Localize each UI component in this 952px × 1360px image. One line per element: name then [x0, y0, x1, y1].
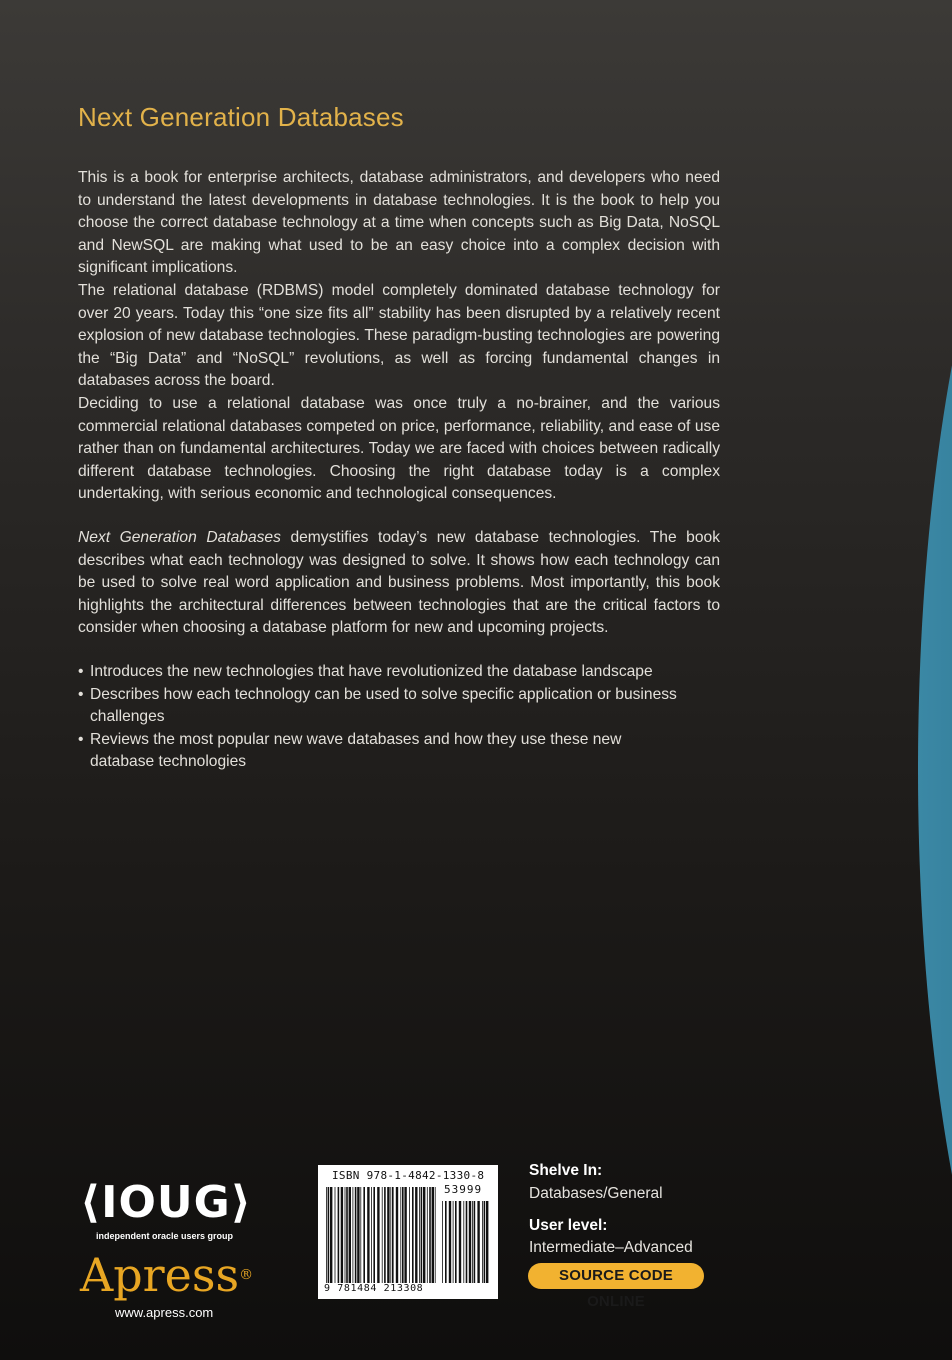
ioug-wordmark: ⟨IOUG⟩: [80, 1177, 252, 1228]
user-level-label: User level:: [529, 1217, 608, 1234]
shelve-in-value: Databases/General: [529, 1185, 663, 1202]
list-item: • Introduces the new technologies that have revolutionized the database landscape: [78, 661, 688, 684]
bullet-marker: •: [78, 730, 84, 748]
barcode-bars-icon: [326, 1187, 436, 1283]
description-paragraph-2: The relational database (RDBMS) model completely dominated database technology for over 20 years. Today this “one size fits all” stability has been disrupted by a relatively recent explosion of new database technologies. These paradigm-busting technologies are powering the “Big Data” and “NoSQL” revolutions, as well as forcing fundamental changes in databases across the board.: [78, 282, 720, 390]
bullet-marker: •: [78, 685, 84, 703]
publisher-url: www.apress.com: [115, 1305, 214, 1320]
feature-list: [78, 661, 688, 774]
list-item: • Describes how each technology can be used to solve specific application or business challenges: [78, 685, 677, 726]
registered-mark: ®: [239, 1267, 254, 1283]
description-paragraph-4: [78, 527, 720, 640]
barcode-number: 9 781484 213308: [324, 1283, 424, 1294]
shelve-in-label: Shelve In:: [529, 1162, 603, 1179]
source-code-online-badge: SOURCE CODE ONLINE: [528, 1263, 704, 1289]
description-paragraph-1: This is a book for enterprise architects, database administrators, and developers who need to understand the latest developments in database technologies. It is the book to help you choose the correct database technology at a time when concepts such as Big Data, NoSQL and NewSQL are making what used to be an easy choice into a complex decision with significant implications.: [78, 169, 720, 277]
book-title-italic: Next Generation Databases: [78, 529, 281, 546]
user-level-value: Intermediate–Advanced: [529, 1239, 693, 1256]
isbn-text: ISBN 978-1-4842-1330-8: [332, 1169, 485, 1182]
apress-logo: [80, 1248, 254, 1302]
ioug-subtitle: independent oracle users group: [96, 1231, 234, 1241]
apress-wordmark: Apress: [80, 1248, 240, 1302]
price-code: 53999: [444, 1183, 483, 1196]
ioug-logo: [80, 1177, 260, 1243]
bullet-marker: •: [78, 663, 84, 680]
blue-swoosh-decoration: [918, 20, 952, 1360]
addon-barcode-bars-icon: [442, 1201, 490, 1283]
list-item: • Reviews the most popular new wave databases and how they use these new database technologies: [78, 730, 622, 771]
book-title: Next Generation Databases: [78, 102, 404, 132]
isbn-barcode: [318, 1165, 498, 1299]
description-paragraph-3: Deciding to use a relational database was once truly a no-brainer, and the various commercial relational databases competed on price, performance, reliability, and ease of use rather than on fundamental architectures. Today we are faced with choices between radically different database technologies. Choosing the right database today is a complex undertaking, with serious economic and technological consequences.: [78, 395, 720, 503]
paragraph-4-text: demystifies today’s new database technologies. The book describes what each technology was designed to solve. It shows how each technology can be used to solve real word application and business problems. Most importantly, this book highlights the architectural differences between technologies that are the critical factors to consider when choosing a database platform for new and upcoming projects.: [78, 529, 720, 637]
